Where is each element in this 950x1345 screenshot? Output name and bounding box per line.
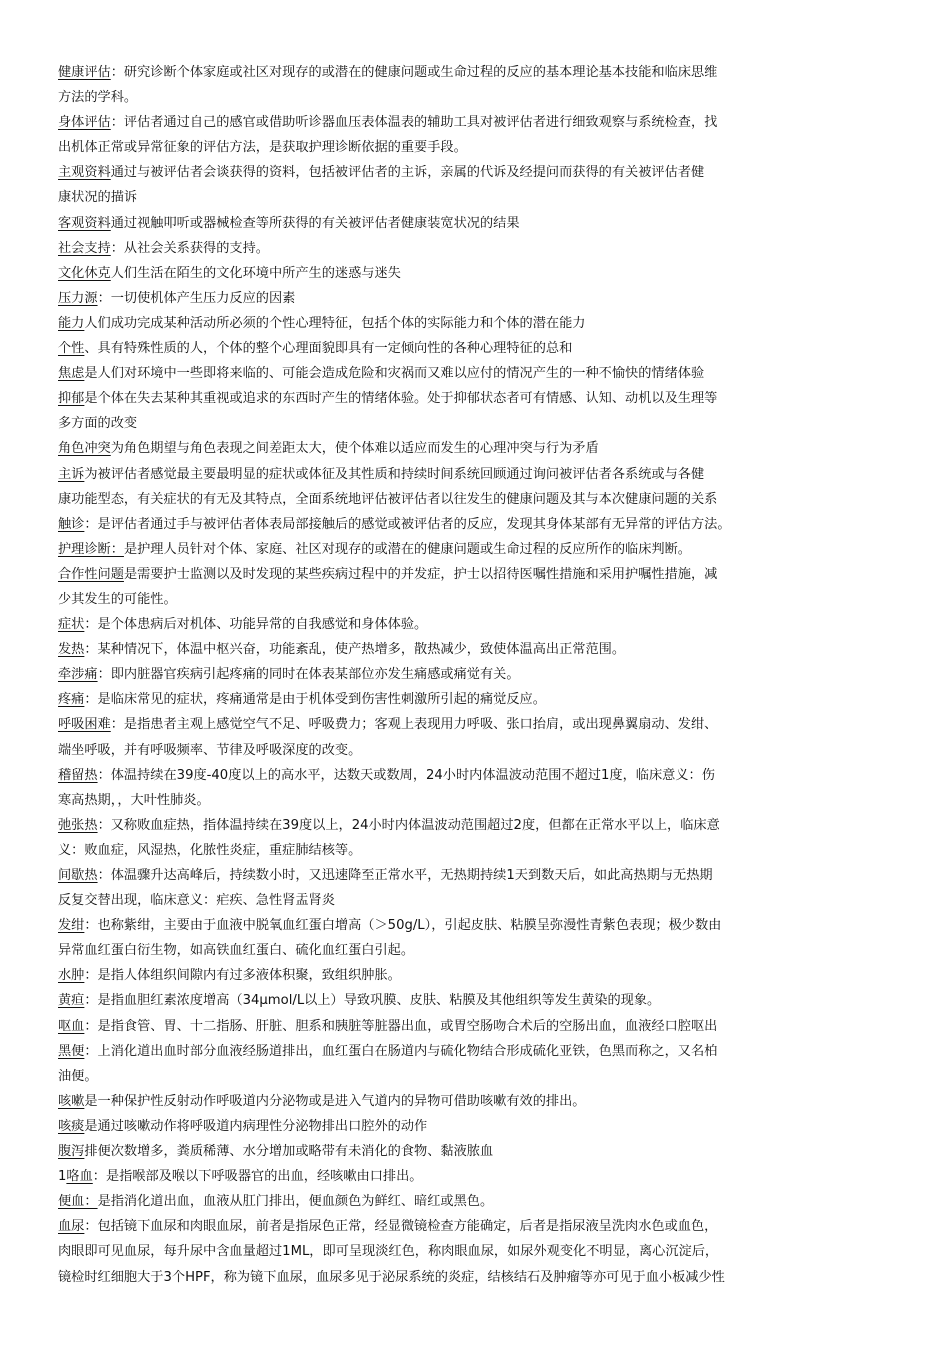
definition-text: 康状况的描诉 bbox=[58, 190, 138, 206]
definition-text: ：一切使机体产生压力反应的因素 bbox=[97, 290, 296, 306]
definition-line bbox=[58, 286, 888, 311]
definition-text: 出机体正常或异常征象的评估方法，是获取护理诊断依据的重要手段。 bbox=[58, 140, 467, 156]
definition-entry bbox=[58, 436, 888, 461]
term-label: 健康评估 bbox=[58, 65, 111, 80]
definition-line bbox=[58, 1064, 888, 1089]
definition-text: ：体温骤升达高峰后，持续数小时，又迅速降至正常水平，无热期持续1天到数天后，如此高热期与无热期 bbox=[97, 868, 713, 883]
definition-entry bbox=[58, 1039, 888, 1089]
definition-line bbox=[58, 411, 888, 436]
definition-entry bbox=[58, 311, 888, 336]
definition-entry bbox=[58, 988, 888, 1013]
definition-text: 油便。 bbox=[58, 1068, 98, 1084]
definition-line bbox=[58, 938, 888, 963]
definition-text: 是个体在失去某种其重视或追求的东西时产生的情绪体验。处于抑郁状态者可有情感、认知、动机以及生理等 bbox=[84, 391, 718, 407]
definition-text: ：体温持续在39度-40度以上的高水平，达数天或数周，24小时内体温波动范围不超过1度，临床意义：伤 bbox=[97, 767, 715, 783]
definition-line bbox=[58, 763, 888, 788]
definition-text: 少其发生的可能性。 bbox=[58, 591, 177, 607]
definition-line bbox=[58, 110, 888, 135]
term-label: 血尿 bbox=[58, 1219, 85, 1235]
definition-line bbox=[58, 1139, 888, 1164]
term-label: 发绀 bbox=[58, 918, 85, 934]
definition-text: ：上消化道出血时部分血液经肠道排出，血红蛋白在肠道内与硫化物结合形成硫化亚铁，色黑而称之，又名柏 bbox=[84, 1043, 718, 1059]
definition-entry bbox=[58, 637, 888, 662]
definition-entry bbox=[58, 261, 888, 286]
definition-entry bbox=[58, 763, 888, 813]
definition-text: 方法的学科。 bbox=[58, 90, 138, 106]
definition-entry bbox=[58, 612, 888, 637]
term-label: 能力 bbox=[58, 315, 85, 331]
definition-line bbox=[58, 1239, 888, 1264]
definition-line bbox=[58, 662, 888, 687]
term-label: 呕血 bbox=[58, 1018, 85, 1034]
definition-entry bbox=[58, 562, 888, 612]
definition-text: 人们成功完成某种活动所必须的个性心理特征，包括个体的实际能力和个体的潜在能力 bbox=[84, 315, 586, 331]
definition-text: 为角色期望与角色表现之间差距太大，使个体难以适应而发生的心理冲突与行为矛盾 bbox=[110, 441, 599, 457]
definition-line bbox=[58, 712, 888, 737]
definition-line bbox=[58, 1039, 888, 1064]
definition-entry bbox=[58, 1214, 888, 1289]
definition-entry bbox=[58, 236, 888, 261]
definition-line bbox=[58, 336, 888, 361]
definition-line bbox=[58, 487, 888, 512]
definition-line bbox=[58, 436, 888, 461]
term-label: 发热 bbox=[58, 642, 85, 658]
definition-line bbox=[58, 963, 888, 988]
definition-entry bbox=[58, 1114, 888, 1139]
definition-entry bbox=[58, 913, 888, 963]
definition-line bbox=[58, 1189, 888, 1214]
term-label: 压力源 bbox=[58, 290, 98, 306]
definition-line bbox=[58, 311, 888, 336]
term-label: 稽留热 bbox=[58, 767, 98, 783]
term-label: 身体评估 bbox=[58, 115, 111, 131]
definition-line bbox=[58, 261, 888, 286]
definition-line bbox=[58, 211, 888, 236]
definition-text: 是通过咳嗽动作将呼吸道内病理性分泌物排出口腔外的动作 bbox=[84, 1118, 428, 1134]
definition-text: ：是指喉部及喉以下呼吸器官的出血，经咳嗽由口排出。 bbox=[92, 1169, 423, 1185]
definition-line bbox=[58, 1114, 888, 1139]
definition-text: ：某种情况下，体温中枢兴奋，功能紊乱，使产热增多，散热减少，致使体温高出正常范围。 bbox=[84, 642, 626, 658]
definition-line bbox=[58, 813, 888, 838]
definition-text: 异常血红蛋白衍生物，如高铁血红蛋白、硫化血红蛋白引起。 bbox=[58, 943, 415, 959]
definition-entry bbox=[58, 813, 888, 863]
definition-text: 镜检时红细胞大于3个HPF，称为镜下血尿，血尿多见于泌尿系统的炎症，结核结石及肿瘤等亦可见于血小板减少性 bbox=[58, 1269, 725, 1285]
definition-line bbox=[58, 1265, 888, 1290]
term-label: 护理诊断： bbox=[58, 541, 124, 557]
definition-text: ：从社会关系获得的支持。 bbox=[110, 240, 269, 256]
definition-line bbox=[58, 687, 888, 712]
definition-line bbox=[58, 85, 888, 110]
term-label: 咳嗽 bbox=[58, 1093, 85, 1109]
definition-line bbox=[58, 888, 888, 913]
term-label: 社会支持 bbox=[58, 240, 111, 256]
definition-text: 是指消化道出血，血液从肛门排出，便血颜色为鲜红、暗红或黑色。 bbox=[97, 1194, 494, 1210]
definition-line bbox=[58, 160, 888, 185]
definition-entry bbox=[58, 963, 888, 988]
definition-entry bbox=[58, 160, 888, 210]
term-label: 角色冲突 bbox=[58, 441, 111, 457]
definition-text: 通过与被评估者会谈获得的资料，包括被评估者的主诉，亲属的代诉及经提问而获得的有关被评估者健 bbox=[110, 165, 705, 181]
definition-line bbox=[58, 1164, 888, 1189]
definition-entry bbox=[58, 336, 888, 361]
definition-text: 多方面的改变 bbox=[58, 416, 138, 432]
term-label: 咯血 bbox=[66, 1169, 93, 1185]
definition-text: ：是临床常见的症状，疼痛通常是由于机体受到伤害性刺激所引起的痛觉反应。 bbox=[84, 692, 546, 708]
definition-entry bbox=[58, 1164, 888, 1189]
definition-line bbox=[58, 838, 888, 863]
term-label: 黑便 bbox=[58, 1043, 85, 1059]
definition-line bbox=[58, 361, 888, 386]
definition-line bbox=[58, 988, 888, 1013]
definition-entry bbox=[58, 863, 888, 913]
definition-text: ：研究诊断个体家庭或社区对现存的或潜在的健康问题或生命过程的反应的基本理论基本技能和临床思维 bbox=[110, 65, 718, 80]
definition-entry bbox=[58, 1014, 888, 1039]
definition-entry bbox=[58, 1189, 888, 1214]
definition-line bbox=[58, 60, 888, 85]
term-label: 症状 bbox=[58, 617, 85, 633]
definition-text: 是需要护士监测以及时发现的某些疾病过程中的并发症，护士以招待医嘱性措施和采用护嘱性措施，减 bbox=[123, 566, 718, 582]
definition-entry bbox=[58, 110, 888, 160]
term-label: 水肿 bbox=[58, 968, 85, 984]
term-label: 触诊 bbox=[58, 516, 85, 532]
term-label: 间歇热 bbox=[58, 868, 98, 883]
definition-text: 是一种保护性反射动作呼吸道内分泌物或是进入气道内的异物可借助咳嗽有效的排出。 bbox=[84, 1093, 586, 1109]
term-label: 主观资料 bbox=[58, 165, 111, 181]
definition-text: ：包括镜下血尿和肉眼血尿，前者是指尿色正常，经显微镜检查方能确定，后者是指尿液呈洗肉水色或血色， bbox=[84, 1219, 718, 1235]
definition-list bbox=[58, 60, 888, 1290]
definition-text: 人们生活在陌生的文化环境中所产生的迷惑与迷失 bbox=[110, 265, 401, 281]
term-label: 文化休克 bbox=[58, 265, 111, 281]
definition-line bbox=[58, 788, 888, 813]
definition-line bbox=[58, 236, 888, 261]
definition-text: 寒高热期，，大叶性肺炎。 bbox=[58, 792, 210, 808]
definition-text: 义：败血症，风湿热，化脓性炎症，重症肺结核等。 bbox=[58, 842, 362, 858]
definition-line bbox=[58, 1014, 888, 1039]
definition-line bbox=[58, 1089, 888, 1114]
definition-entry bbox=[58, 286, 888, 311]
definition-text: ：是指人体组织间隙内有过多液体积聚，致组织肿胀。 bbox=[84, 968, 401, 984]
term-label: 腹泻 bbox=[58, 1144, 85, 1160]
definition-line bbox=[58, 537, 888, 562]
definition-entry bbox=[58, 386, 888, 436]
term-label: 客观资料 bbox=[58, 215, 111, 231]
term-label: 咳痰 bbox=[58, 1118, 85, 1134]
definition-line bbox=[58, 462, 888, 487]
definition-text: 康功能型态，有关症状的有无及其特点，全面系统地评估被评估者以往发生的健康问题及其与本次健康问题的关系 bbox=[58, 491, 718, 507]
definition-text: ：是评估者通过手与被评估者体表局部接触后的感觉或被评估者的反应，发现其身体某部有无异常的评估方法。 bbox=[84, 516, 731, 532]
definition-entry bbox=[58, 211, 888, 236]
definition-text: ：即内脏器官疾病引起疼痛的同时在体表某部位亦发生痛感或痛觉有关。 bbox=[97, 667, 520, 683]
definition-line bbox=[58, 863, 888, 888]
definition-entry bbox=[58, 662, 888, 687]
definition-entry bbox=[58, 361, 888, 386]
term-label: 黄疸 bbox=[58, 993, 85, 1009]
definition-text: ：评估者通过自己的感官或借助听诊器血压表体温表的辅助工具对被评估者进行细致观察与系统检查，找 bbox=[110, 115, 718, 131]
definition-text: 为被评估者感觉最主要最明显的症状或体征及其性质和持续时间系统回顾通过询问被评估者各系统或与各健 bbox=[84, 466, 705, 482]
definition-text: ：是指患者主观上感觉空气不足、呼吸费力；客观上表现用力呼吸、张口抬肩，或出现鼻翼扇动、发绀、 bbox=[110, 717, 718, 733]
term-label: 呼吸困难 bbox=[58, 717, 111, 733]
term-label: 主诉 bbox=[58, 466, 85, 482]
definition-entry bbox=[58, 1139, 888, 1164]
definition-line bbox=[58, 587, 888, 612]
definition-text: 是护理人员针对个体、家庭、社区对现存的或潜在的健康问题或生命过程的反应所作的临床判断。 bbox=[123, 541, 691, 557]
definition-text: 是人们对环境中一些即将来临的、可能会造成危险和灾祸而又难以应付的情况产生的一种不愉快的情绪体验 bbox=[84, 366, 705, 382]
definition-line bbox=[58, 386, 888, 411]
definition-line bbox=[58, 913, 888, 938]
definition-entry bbox=[58, 712, 888, 762]
entry-prefix: 1 bbox=[58, 1169, 67, 1185]
definition-line bbox=[58, 562, 888, 587]
definition-entry bbox=[58, 462, 888, 512]
definition-text: ：又称败血症热，指体温持续在39度以上，24小时内体温波动范围超过2度，但都在正常水平以上，临床意 bbox=[97, 817, 720, 833]
definition-entry bbox=[58, 1089, 888, 1114]
term-label: 合作性问题 bbox=[58, 566, 124, 582]
term-label: 抑郁 bbox=[58, 391, 85, 407]
definition-text: 端坐呼吸，并有呼吸频率、节律及呼吸深度的改变。 bbox=[58, 742, 362, 758]
term-label: 个性 bbox=[58, 341, 85, 357]
definition-text: 反复交替出现，临床意义：疟疾、急性肾盂肾炎 bbox=[58, 893, 335, 909]
definition-entry bbox=[58, 512, 888, 537]
term-label: 牵涉痛 bbox=[58, 667, 98, 683]
term-label: 便血： bbox=[58, 1194, 98, 1210]
definition-line bbox=[58, 185, 888, 210]
definition-text: 通过视触叩听或器械检查等所获得的有关被评估者健康装宽状况的结果 bbox=[110, 215, 520, 231]
definition-line bbox=[58, 738, 888, 763]
definition-text: 、具有特殊性质的人，个体的整个心理面貌即具有一定倾向性的各种心理特征的总和 bbox=[84, 341, 573, 357]
term-label: 弛张热 bbox=[58, 817, 98, 833]
definition-entry bbox=[58, 60, 888, 110]
definition-text: ：也称紫绀，主要由于血液中脱氧血红蛋白增高（＞50g/L），引起皮肤、粘膜呈弥漫性青紫色表现；极少数由 bbox=[84, 918, 722, 934]
definition-line bbox=[58, 135, 888, 160]
definition-line bbox=[58, 637, 888, 662]
definition-line bbox=[58, 612, 888, 637]
definition-text: ：是个体患病后对机体、功能异常的自我感觉和身体体验。 bbox=[84, 617, 428, 633]
definition-line bbox=[58, 512, 888, 537]
definition-text: ：是指血胆红素浓度增高（34μmol/L以上）导致巩膜、皮肤、粘膜及其他组织等发生黄染的现象。 bbox=[84, 993, 661, 1009]
definition-text: 排便次数增多，粪质稀薄、水分增加或略带有未消化的食物、黏液脓血 bbox=[84, 1144, 494, 1160]
definition-entry bbox=[58, 537, 888, 562]
definition-text: ：是指食管、胃、十二指肠、肝脏、胆系和胰脏等脏器出血，或胃空肠吻合术后的空肠出血，血液经口腔呕出 bbox=[84, 1018, 718, 1034]
definition-text: 肉眼即可见血尿，每升尿中含血量超过1ML，即可呈现淡红色，称肉眼血尿，如尿外观变化不明显，离心沉淀后， bbox=[58, 1244, 719, 1260]
definition-line bbox=[58, 1214, 888, 1239]
term-label: 焦虑 bbox=[58, 366, 85, 382]
term-label: 疼痛 bbox=[58, 692, 85, 708]
definition-entry bbox=[58, 687, 888, 712]
